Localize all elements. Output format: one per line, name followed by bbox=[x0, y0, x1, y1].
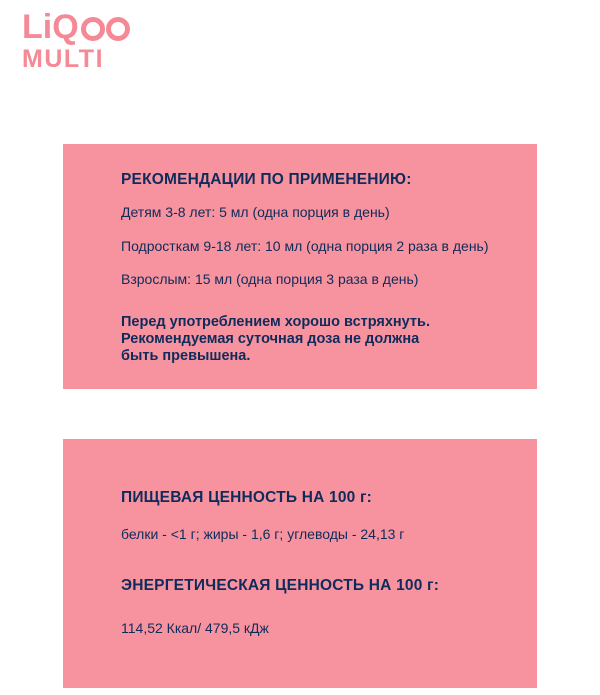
usage-note-line: быть превышена. bbox=[121, 348, 251, 364]
logo-wordmark-top bbox=[22, 10, 242, 44]
usage-heading: РЕКОМЕНДАЦИИ ПО ПРИМЕНЕНИЮ: bbox=[121, 171, 412, 188]
energy-heading: ЭНЕРГЕТИЧЕСКАЯ ЦЕННОСТЬ НА 100 г: bbox=[121, 577, 440, 594]
usage-dosage-line: Подросткам 9-18 лет: 10 мл (одна порция 2 раза в день) bbox=[121, 238, 489, 254]
nutrition-heading: ПИЩЕВАЯ ЦЕННОСТЬ НА 100 г: bbox=[121, 489, 372, 506]
logo-ring-icon bbox=[81, 17, 105, 41]
usage-note bbox=[121, 314, 461, 365]
logo-ring-icon bbox=[106, 17, 130, 41]
nutrition-panel bbox=[63, 439, 537, 688]
nutrition-values: белки - <1 г; жиры - 1,6 г; углеводы - 24,13 г bbox=[121, 526, 405, 542]
energy-value: 114,52 Ккал/ 479,5 кДж bbox=[121, 620, 269, 636]
logo-wordmark-bottom: MULTI bbox=[22, 45, 105, 73]
usage-note-line: Перед употреблением хорошо встряхнуть. bbox=[121, 314, 430, 330]
usage-dosage-line: Взрослым: 15 мл (одна порция 3 раза в день) bbox=[121, 271, 419, 287]
usage-note-line: Рекомендуемая суточная доза не должна bbox=[121, 331, 420, 347]
logo-text-li: LiQ bbox=[22, 8, 79, 46]
brand-logo bbox=[22, 10, 242, 72]
usage-dosage-line: Детям 3-8 лет: 5 мл (одна порция в день) bbox=[121, 204, 390, 220]
